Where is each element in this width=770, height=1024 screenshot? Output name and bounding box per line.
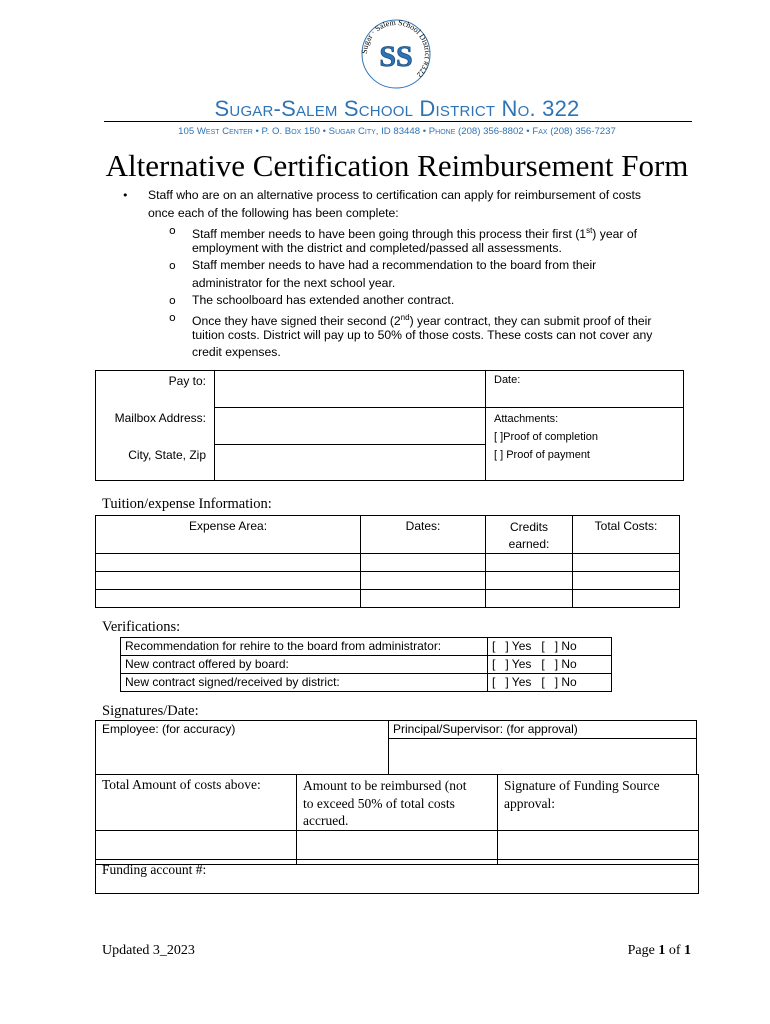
sub-bullet-1: Staff member needs to have been going through this process their first (1st) year of (192, 226, 638, 242)
expense-cell[interactable] (96, 554, 361, 572)
col-credits-header (486, 516, 573, 554)
amounts-table (95, 774, 699, 865)
table-row (96, 572, 680, 590)
logo-monogram: SS (379, 40, 413, 73)
funding-account-table (95, 859, 699, 894)
verification-label: New contract signed/received by district: (125, 675, 340, 689)
reimbursed-label-cell (297, 775, 498, 831)
credits-cell[interactable] (486, 590, 573, 608)
yes-no-checkboxes[interactable]: [ ] Yes [ ] No (492, 657, 577, 671)
credits-cell[interactable] (486, 572, 573, 590)
col-total-label: Total Costs: (594, 519, 658, 533)
verifications-section-label: Verifications: (102, 619, 181, 635)
verification-label-cell (121, 674, 488, 692)
signatures-table (95, 720, 697, 775)
verification-label-cell (121, 656, 488, 674)
bullet-marker: • (122, 189, 129, 202)
total-cell[interactable] (573, 572, 680, 590)
dates-cell[interactable] (361, 554, 486, 572)
credits-cell[interactable] (486, 554, 573, 572)
total-amount-label-cell (96, 775, 297, 831)
signatures-section-label: Signatures/Date: (102, 703, 199, 719)
col-total-header (573, 516, 680, 554)
page-number: Page 1 of 1 (627, 943, 691, 958)
verification-label: Recommendation for rehire to the board from administrator: (125, 639, 442, 653)
total-cell[interactable] (573, 590, 680, 608)
table-row (96, 590, 680, 608)
sub-bullet-2: Staff member needs to have had a recommendation to the board from their (192, 258, 597, 272)
yes-no-checkboxes[interactable]: [ ] Yes [ ] No (492, 639, 577, 653)
reimbursed-label-2: to exceed 50% of total costs (303, 795, 455, 811)
col-dates-header (361, 516, 486, 554)
attach-payment-checkbox[interactable]: [ ] Proof of payment (494, 449, 590, 461)
sub-bullet-4-line2: tuition costs. District will pay up to 50% of those costs. These costs can not cover any (192, 327, 653, 342)
pay-to-label: Pay to: (168, 374, 206, 388)
table-row (96, 554, 680, 572)
mailbox-label: Mailbox Address: (114, 410, 206, 425)
col-credits-label: Credits (509, 520, 548, 534)
verification-options-cell[interactable] (488, 656, 612, 674)
pay-to-label-cell (96, 371, 215, 408)
employee-signature-field[interactable] (96, 739, 389, 775)
principal-label-cell (389, 721, 697, 739)
date-label: Date: (494, 374, 521, 386)
city-label: City, State, Zip (128, 447, 206, 462)
total-amount-label: Total Amount of costs above: (102, 777, 261, 792)
dates-cell[interactable] (361, 572, 486, 590)
intro-bullet-line1: Staff who are on an alternative process to certification can apply for reimbursement of costs (148, 188, 641, 202)
yes-no-checkboxes[interactable]: [ ] Yes [ ] No (492, 675, 577, 689)
sub-bullet-4-line3: credit expenses. (192, 345, 281, 359)
col-dates-label: Dates: (405, 519, 441, 533)
principal-label: Principal/Supervisor: (for approval) (393, 722, 578, 736)
payee-table (95, 370, 684, 481)
employee-label-cell (96, 721, 389, 739)
sub-bullet-marker: o (169, 259, 176, 272)
principal-signature-field[interactable] (389, 739, 697, 775)
form-title: Alternative Certification Reimbursement Form (105, 148, 689, 183)
verification-options-cell[interactable] (488, 638, 612, 656)
funding-signature-label-cell (498, 775, 699, 831)
date-cell[interactable] (486, 371, 684, 408)
verification-row (121, 674, 612, 692)
district-logo (360, 18, 432, 90)
funding-signature-label: Signature of Funding Source (504, 778, 660, 793)
pay-to-field[interactable] (215, 371, 486, 408)
attachments-cell (486, 408, 684, 481)
sub-bullet-4: Once they have signed their second (2nd) year contract, they can submit proof of their (192, 313, 652, 329)
dates-cell[interactable] (361, 590, 486, 608)
sub-bullet-3: The schoolboard has extended another contract. (192, 293, 455, 307)
col-expense-header (96, 516, 361, 554)
sub-bullet-2-line2: administrator for the next school year. (192, 275, 396, 290)
funding-account-label: Funding account #: (102, 862, 207, 877)
sub-bullet-marker: o (169, 294, 176, 307)
tuition-section-label: Tuition/expense Information: (102, 496, 272, 512)
verification-label-cell (121, 638, 488, 656)
col-expense-label: Expense Area: (188, 519, 268, 533)
verifications-table (120, 637, 612, 692)
logo-ring-text: Sugar · Salem School District #322 (360, 18, 432, 80)
header-rule (104, 121, 692, 122)
attach-completion-checkbox[interactable]: [ ]Proof of completion (494, 431, 598, 443)
reimbursed-label: Amount to be reimbursed (not (303, 778, 467, 793)
intro-bullet-line2: once each of the following has been complete: (148, 205, 399, 220)
funding-signature-label-2: approval: (504, 795, 555, 811)
verification-row (121, 656, 612, 674)
total-cell[interactable] (573, 554, 680, 572)
expense-cell[interactable] (96, 572, 361, 590)
expense-cell[interactable] (96, 590, 361, 608)
tuition-table (95, 515, 680, 608)
verification-row (121, 638, 612, 656)
mailbox-field[interactable] (215, 408, 486, 445)
verification-options-cell[interactable] (488, 674, 612, 692)
funding-account-field[interactable] (96, 860, 699, 894)
employee-label: Employee: (for accuracy) (102, 722, 236, 736)
col-credits-label-2: earned: (508, 537, 550, 551)
city-label-cell (96, 445, 215, 481)
sub-bullet-marker: o (169, 311, 176, 324)
sub-bullet-marker: o (169, 224, 176, 237)
sub-bullet-1-line2: employment with the district and completed/passed all assessments. (192, 240, 562, 255)
verification-label: New contract offered by board: (125, 657, 289, 671)
district-name: Sugar-Salem School District No. 322 (214, 96, 580, 121)
updated-date: Updated 3_2023 (102, 943, 195, 958)
attachments-label: Attachments: (494, 413, 559, 425)
contact-line: 105 West Center • P. O. Box 150 • Sugar City, ID 83448 • Phone (208) 356-8802 • Fax (208) 356-7237 (178, 126, 616, 137)
city-field[interactable] (215, 445, 486, 481)
mailbox-label-cell (96, 408, 215, 445)
reimbursed-label-3: accrued. (303, 813, 349, 828)
